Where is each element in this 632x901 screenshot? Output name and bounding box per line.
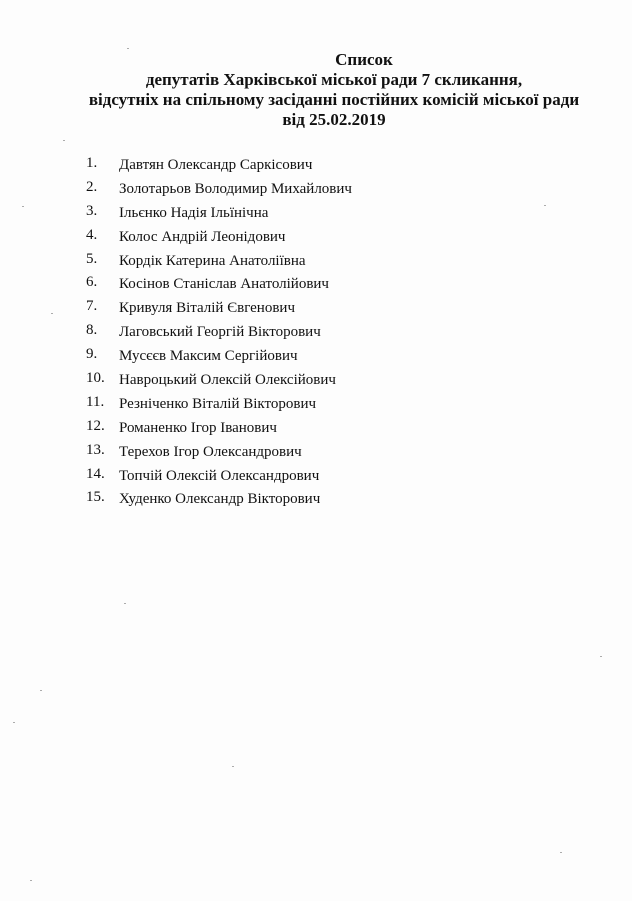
- scan-speck: [127, 48, 129, 49]
- scan-speck: [232, 766, 234, 767]
- heading-date: від 25.02.2019: [282, 110, 386, 129]
- item-name: Давтян Олександр Саркісович: [119, 157, 313, 173]
- document-heading: [0, 50, 632, 130]
- item-number: 10.: [86, 370, 105, 387]
- item-name: Терехов Ігор Олександрович: [119, 443, 302, 460]
- item-number: 5.: [86, 250, 98, 267]
- item-name: Косінов Станіслав Анатолійович: [119, 276, 329, 293]
- item-number: 11.: [86, 393, 105, 410]
- item-number: 12.: [86, 417, 105, 434]
- item-name: Мусєєв Максим Сергійович: [119, 348, 298, 365]
- item-name: Лаговський Георгій Вікторович: [119, 324, 321, 341]
- scan-speck: [560, 852, 562, 853]
- scan-speck: [600, 656, 602, 657]
- item-number: 1.: [86, 155, 98, 171]
- scan-speck: [544, 205, 546, 206]
- scan-speck: [40, 690, 42, 691]
- heading-description: відсутніх на спільному засіданні постійних комісій міської ради: [88, 90, 580, 109]
- item-number: 2.: [86, 178, 98, 195]
- item-name: Романенко Ігор Іванович: [119, 419, 277, 436]
- scan-speck: [22, 206, 24, 207]
- item-number: 13.: [86, 441, 105, 458]
- item-number: 9.: [86, 346, 98, 363]
- item-name: Резніченко Віталій Вікторович: [119, 395, 317, 412]
- scan-speck: [13, 722, 15, 723]
- item-name: Топчій Олексій Олександрович: [119, 467, 320, 484]
- scan-speck: [30, 880, 32, 881]
- item-number: 6.: [86, 274, 98, 291]
- item-number: 7.: [86, 298, 98, 315]
- item-name: Колос Андрій Леонідович: [119, 228, 286, 245]
- item-name: Худенко Олександр Вікторович: [119, 491, 321, 508]
- heading-subtitle: депутатів Харківської міської ради 7 скликання,: [145, 70, 523, 89]
- item-name: Кривуля Віталій Євгенович: [119, 300, 295, 317]
- scan-speck: [51, 313, 53, 314]
- heading-title: Список: [335, 50, 393, 69]
- item-number: 3.: [86, 202, 98, 219]
- item-name: Навроцький Олексій Олексійович: [119, 372, 336, 389]
- scan-speck: [124, 603, 126, 604]
- item-number: 14.: [86, 465, 105, 482]
- item-number: 4.: [86, 226, 98, 243]
- item-name: Золотарьов Володимир Михайлович: [119, 180, 352, 197]
- item-name: Кордік Катерина Анатоліївна: [119, 252, 306, 269]
- item-name: Ільєнко Надія Ільїнічна: [119, 204, 269, 221]
- scan-speck: [63, 140, 65, 141]
- item-number: 8.: [86, 322, 98, 339]
- item-number: 15.: [86, 489, 105, 506]
